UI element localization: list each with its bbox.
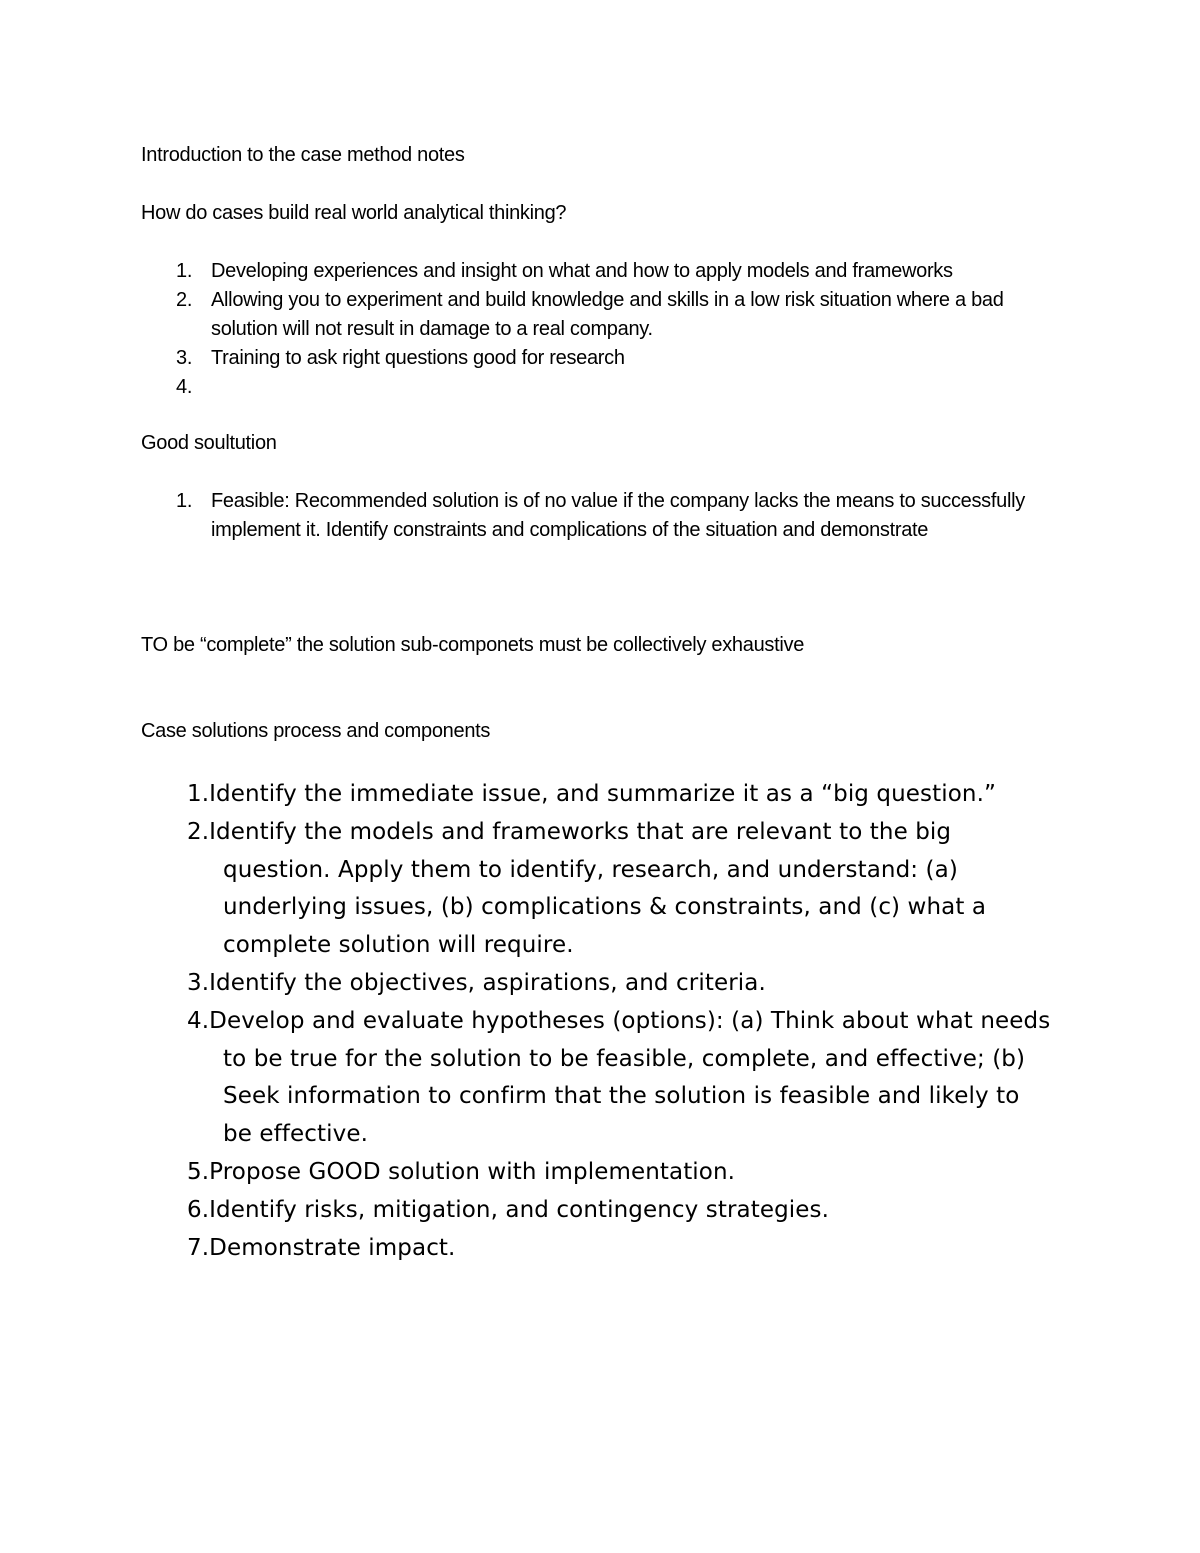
list-text: Develop and evaluate hypotheses (options): (a) Think about what needs to be true for the solution to be feasible, complete, and effective; (b) Seek information to confirm that the solution is feasible and likely to be effective.	[209, 1007, 1051, 1148]
list-text: Allowing you to experiment and build knowledge and skills in a low risk situation where a bad solution will not result in damage to a real company.	[211, 289, 1004, 340]
list-item	[0, 1003, 1053, 1154]
list-item	[0, 286, 1051, 344]
list-item	[0, 1192, 1053, 1230]
analytical-list	[0, 257, 1061, 402]
list-text: Propose GOOD solution with implementation.	[209, 1158, 736, 1185]
list-number: 5.	[187, 1158, 210, 1185]
list-number: 3.	[176, 347, 193, 369]
list-text: Demonstrate impact.	[209, 1234, 456, 1261]
list-item	[0, 257, 1061, 286]
list-text: Identify risks, mitigation, and contingency strategies.	[209, 1196, 830, 1223]
list-number: 4.	[187, 1007, 210, 1034]
question-heading: How do cases build real world analytical thinking?	[141, 202, 567, 224]
list-number: 1.	[176, 490, 193, 512]
list-number: 7.	[187, 1234, 210, 1261]
list-item	[0, 1154, 1053, 1192]
list-item	[0, 373, 1061, 402]
list-number: 2.	[176, 289, 193, 311]
list-number: 2.	[187, 818, 210, 845]
good-solution-heading: Good soultution	[141, 432, 277, 454]
list-number: 4.	[176, 376, 193, 398]
list-item	[0, 814, 1053, 965]
list-item	[0, 776, 1053, 814]
list-item	[0, 1230, 1053, 1268]
document-title: Introduction to the case method notes	[141, 144, 465, 166]
list-text: Training to ask right questions good for research	[211, 347, 625, 369]
process-list	[0, 776, 1053, 1267]
complete-note: TO be “complete” the solution sub-componets must be collectively exhaustive	[141, 634, 805, 656]
list-text: Identify the models and frameworks that are relevant to the big question. Apply them to identify, research, and understand: (a) underlying issues, (b) complications & constraints, and (c) what a complete solution will require.	[209, 818, 987, 959]
list-item	[0, 965, 1053, 1003]
list-text: Developing experiences and insight on what and how to apply models and frameworks	[211, 260, 953, 282]
list-item	[0, 487, 1031, 545]
list-number: 1.	[176, 260, 193, 282]
list-text: Identify the objectives, aspirations, and criteria.	[209, 969, 766, 996]
list-text: Feasible: Recommended solution is of no value if the company lacks the means to successfully implement it. Identify constraints and complications of the situation and demonstrate	[211, 490, 1025, 541]
process-heading: Case solutions process and components	[141, 720, 491, 742]
list-text: Identify the immediate issue, and summarize it as a “big question.”	[209, 781, 997, 807]
list-number: 1.	[187, 781, 210, 807]
list-number: 6.	[187, 1196, 210, 1223]
list-number: 3.	[187, 969, 210, 996]
list-item	[0, 344, 1061, 373]
good-solution-list	[0, 487, 1031, 545]
